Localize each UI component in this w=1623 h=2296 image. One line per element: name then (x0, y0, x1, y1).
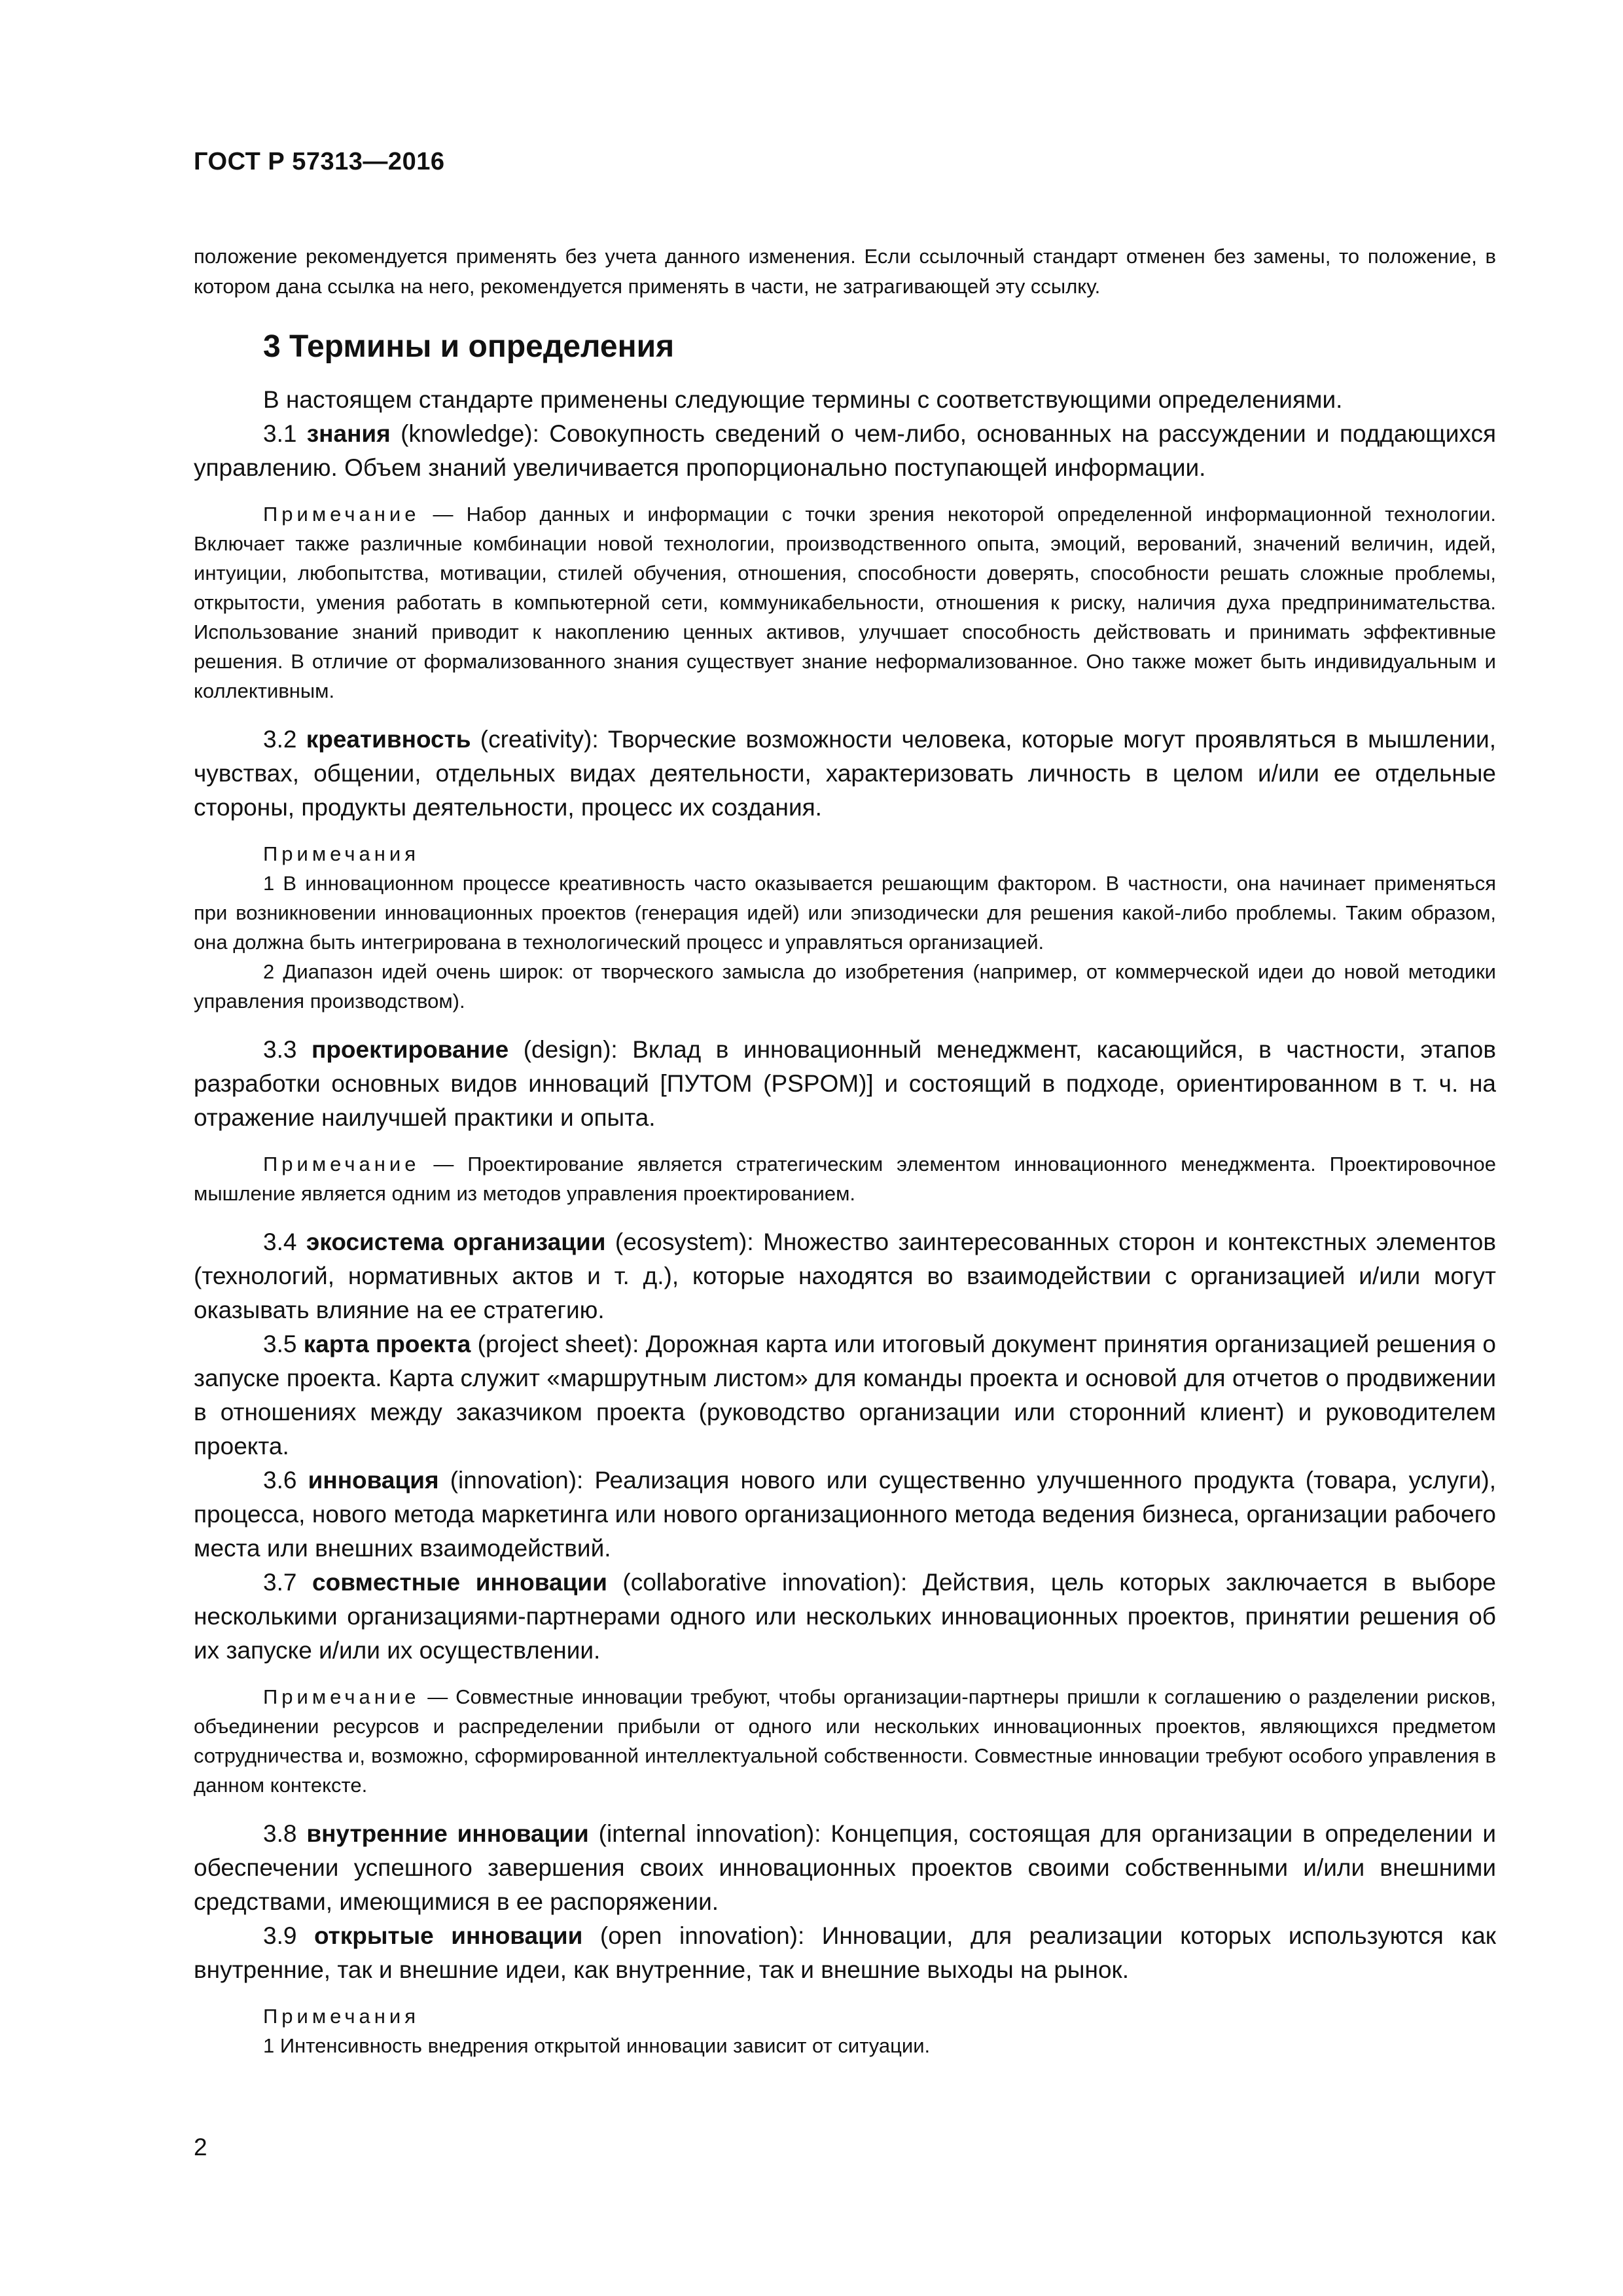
term-number: 3.4 (263, 1229, 297, 1255)
term-definition: (knowledge): Совокупность сведений о чем-либо, основанных на рассуждении и поддающихся управлению. Объем знаний увеличивается пропорционально поступающей информации. (194, 420, 1496, 481)
term-definition: (innovation): Реализация нового или существенно улучшенного продукта (товара, услуги), процесса, нового метода маркетинга или нового организационного метода ведения бизнеса, организации рабочего места или внешних взаимодействий. (194, 1467, 1496, 1562)
term-3-4 (194, 1225, 1496, 1327)
term-number: 3.8 (263, 1820, 297, 1847)
intro-paragraph: положение рекомендуется применять без учета данного изменения. Если ссылочный стандарт отменен без замены, то положение, в котором дана ссылка на него, рекомендуется применять в части, не затрагивающей эту ссылку. (194, 245, 1496, 298)
term-3-2-note-1: 1 В инновационном процессе креативность часто оказывается решающим фактором. В частности, она начинает применяться при возникновении инновационных проектов (генерация идей) или эпизодически для решения какой-либо проблемы. Таким образом, она должна быть интегрирована в технологический процесс и управляться организацией. (194, 872, 1496, 954)
notes-label: Примечания (263, 842, 419, 865)
term-definition: (creativity): Творческие возможности человека, которые могут проявляться в мышлении, чувствах, общении, отдельных видах деятельности, характеризовать личность в целом и/или ее отдельные стороны, продукты деятельности, процесс их создания. (194, 726, 1496, 821)
term-definition: (open innovation): Инновации, для реализации которых используются как внутренние, так и внешние идеи, как внутренние, так и внешние выходы на рынок. (194, 1922, 1496, 1983)
term-3-7 (194, 1566, 1496, 1668)
term-3-2 (194, 723, 1496, 825)
section-title: 3 Термины и определения (263, 329, 675, 364)
term-number: 3.6 (263, 1467, 297, 1494)
note-text: — Набор данных и информации с точки зрения некоторой определенной информационной технологии. Включает также различные комбинации новой технологии, производственного опыта, эмоций, верований, значений величин, идей, интуиции, любопытства, мотивации, стилей обучения, отношения, способности доверять, способности решать сложные проблемы, открытости, умения работать в компьютерной сети, коммуникабельности, отношения к риску, наличия духа предпринимательства. Использование знаний приводит к накоплению ценных активов, улучшает способность действовать и принимать эффективные решения. В отличие от формализованного знания существует знание неформализованное. Оно также может быть индивидуальным и коллективным. (194, 503, 1496, 702)
term-name: проектирование (311, 1036, 509, 1063)
term-definition: (collaborative innovation): Действия, цель которых заключается в выборе несколькими организациями-партнерами одного или нескольких инновационных проектов, принятии решения об их запуске и/или их осуществлении. (194, 1569, 1497, 1664)
term-number: 3.9 (263, 1922, 297, 1949)
term-3-8 (194, 1817, 1496, 1919)
term-number: 3.7 (263, 1569, 297, 1596)
term-number: 3.5 (263, 1331, 297, 1357)
notes-label: Примечания (263, 2005, 419, 2028)
term-3-7-note (194, 1682, 1496, 1800)
term-3-1-note (194, 499, 1496, 706)
document-header: ГОСТ Р 57313—2016 (194, 148, 445, 175)
term-number: 3.1 (263, 420, 297, 447)
term-name: креативность (306, 726, 471, 753)
term-name: совместные инновации (312, 1569, 607, 1596)
term-3-9 (194, 1919, 1496, 1987)
page-number: 2 (194, 2134, 207, 2161)
term-3-6 (194, 1463, 1496, 1566)
term-3-2-note-2: 2 Диапазон идей очень широк: от творческого замысла до изобретения (например, от коммерческой идеи до новой методики управления производством). (194, 960, 1496, 1013)
term-3-3 (194, 1033, 1496, 1135)
term-number: 3.2 (263, 726, 297, 753)
term-name: внутренние инновации (306, 1820, 589, 1847)
term-name: открытые инновации (313, 1922, 583, 1949)
note-label: Примечание (263, 1153, 420, 1175)
term-name: инновация (308, 1467, 439, 1494)
term-definition: (ecosystem): Множество заинтересованных сторон и контекстных элементов (технологий, нормативных актов и т. д.), которые находятся во взаимодействии с организацией и/или могут оказывать влияние на ее стратегию. (194, 1229, 1497, 1323)
term-definition: (project sheet): Дорожная карта или итоговый документ принятия организацией решения о запуске проекта. Карта служит «маршрутным листом» для команды проекта и основой для отчетов о продвижении в отношениях между заказчиком проекта (руководство организации или сторонний клиент) и руководителем проекта. (194, 1331, 1497, 1460)
section-body (194, 383, 1496, 2060)
term-definition: (design): Вклад в инновационный менеджмент, касающийся, в частности, этапов разработки основных видов инноваций [ПУТОМ (PSPOM)] и состоящий в подходе, ориентированном в т. ч. на отражение наилучшей практики и опыта. (194, 1036, 1497, 1131)
term-name: карта проекта (303, 1331, 471, 1357)
term-definition: (internal innovation): Концепция, состоящая для организации в определении и обеспечении успешного завершения своих инновационных проектов своими собственными и/или внешними средствами, имеющимися в ее распоряжении. (194, 1820, 1496, 1915)
note-text: — Проектирование является стратегическим элементом инновационного менеджмента. Проектировочное мышление является одним из методов управления проектированием. (194, 1153, 1496, 1205)
term-3-9-note-1: 1 Интенсивность внедрения открытой инновации зависит от ситуации. (263, 2034, 931, 2057)
note-label: Примечание (263, 1685, 420, 1708)
note-text: — Совместные инновации требуют, чтобы организации-партнеры пришли к соглашению о разделении рисков, объединении ресурсов и распределении прибыли от одного или нескольких инновационных проектов, являющихся предметом сотрудничества и, возможно, сформированной интеллектуальной собственности. Совместные инновации требуют особого управления в данном контексте. (194, 1685, 1496, 1797)
term-name: знания (306, 420, 391, 447)
section-lead: В настоящем стандарте применены следующие термины с соответствующими определениями. (263, 386, 1343, 413)
term-3-3-note (194, 1149, 1496, 1208)
term-3-5 (194, 1327, 1496, 1463)
term-number: 3.3 (263, 1036, 297, 1063)
note-label: Примечание (263, 503, 420, 526)
term-name: экосистема организации (306, 1229, 606, 1255)
term-3-1 (194, 417, 1496, 485)
